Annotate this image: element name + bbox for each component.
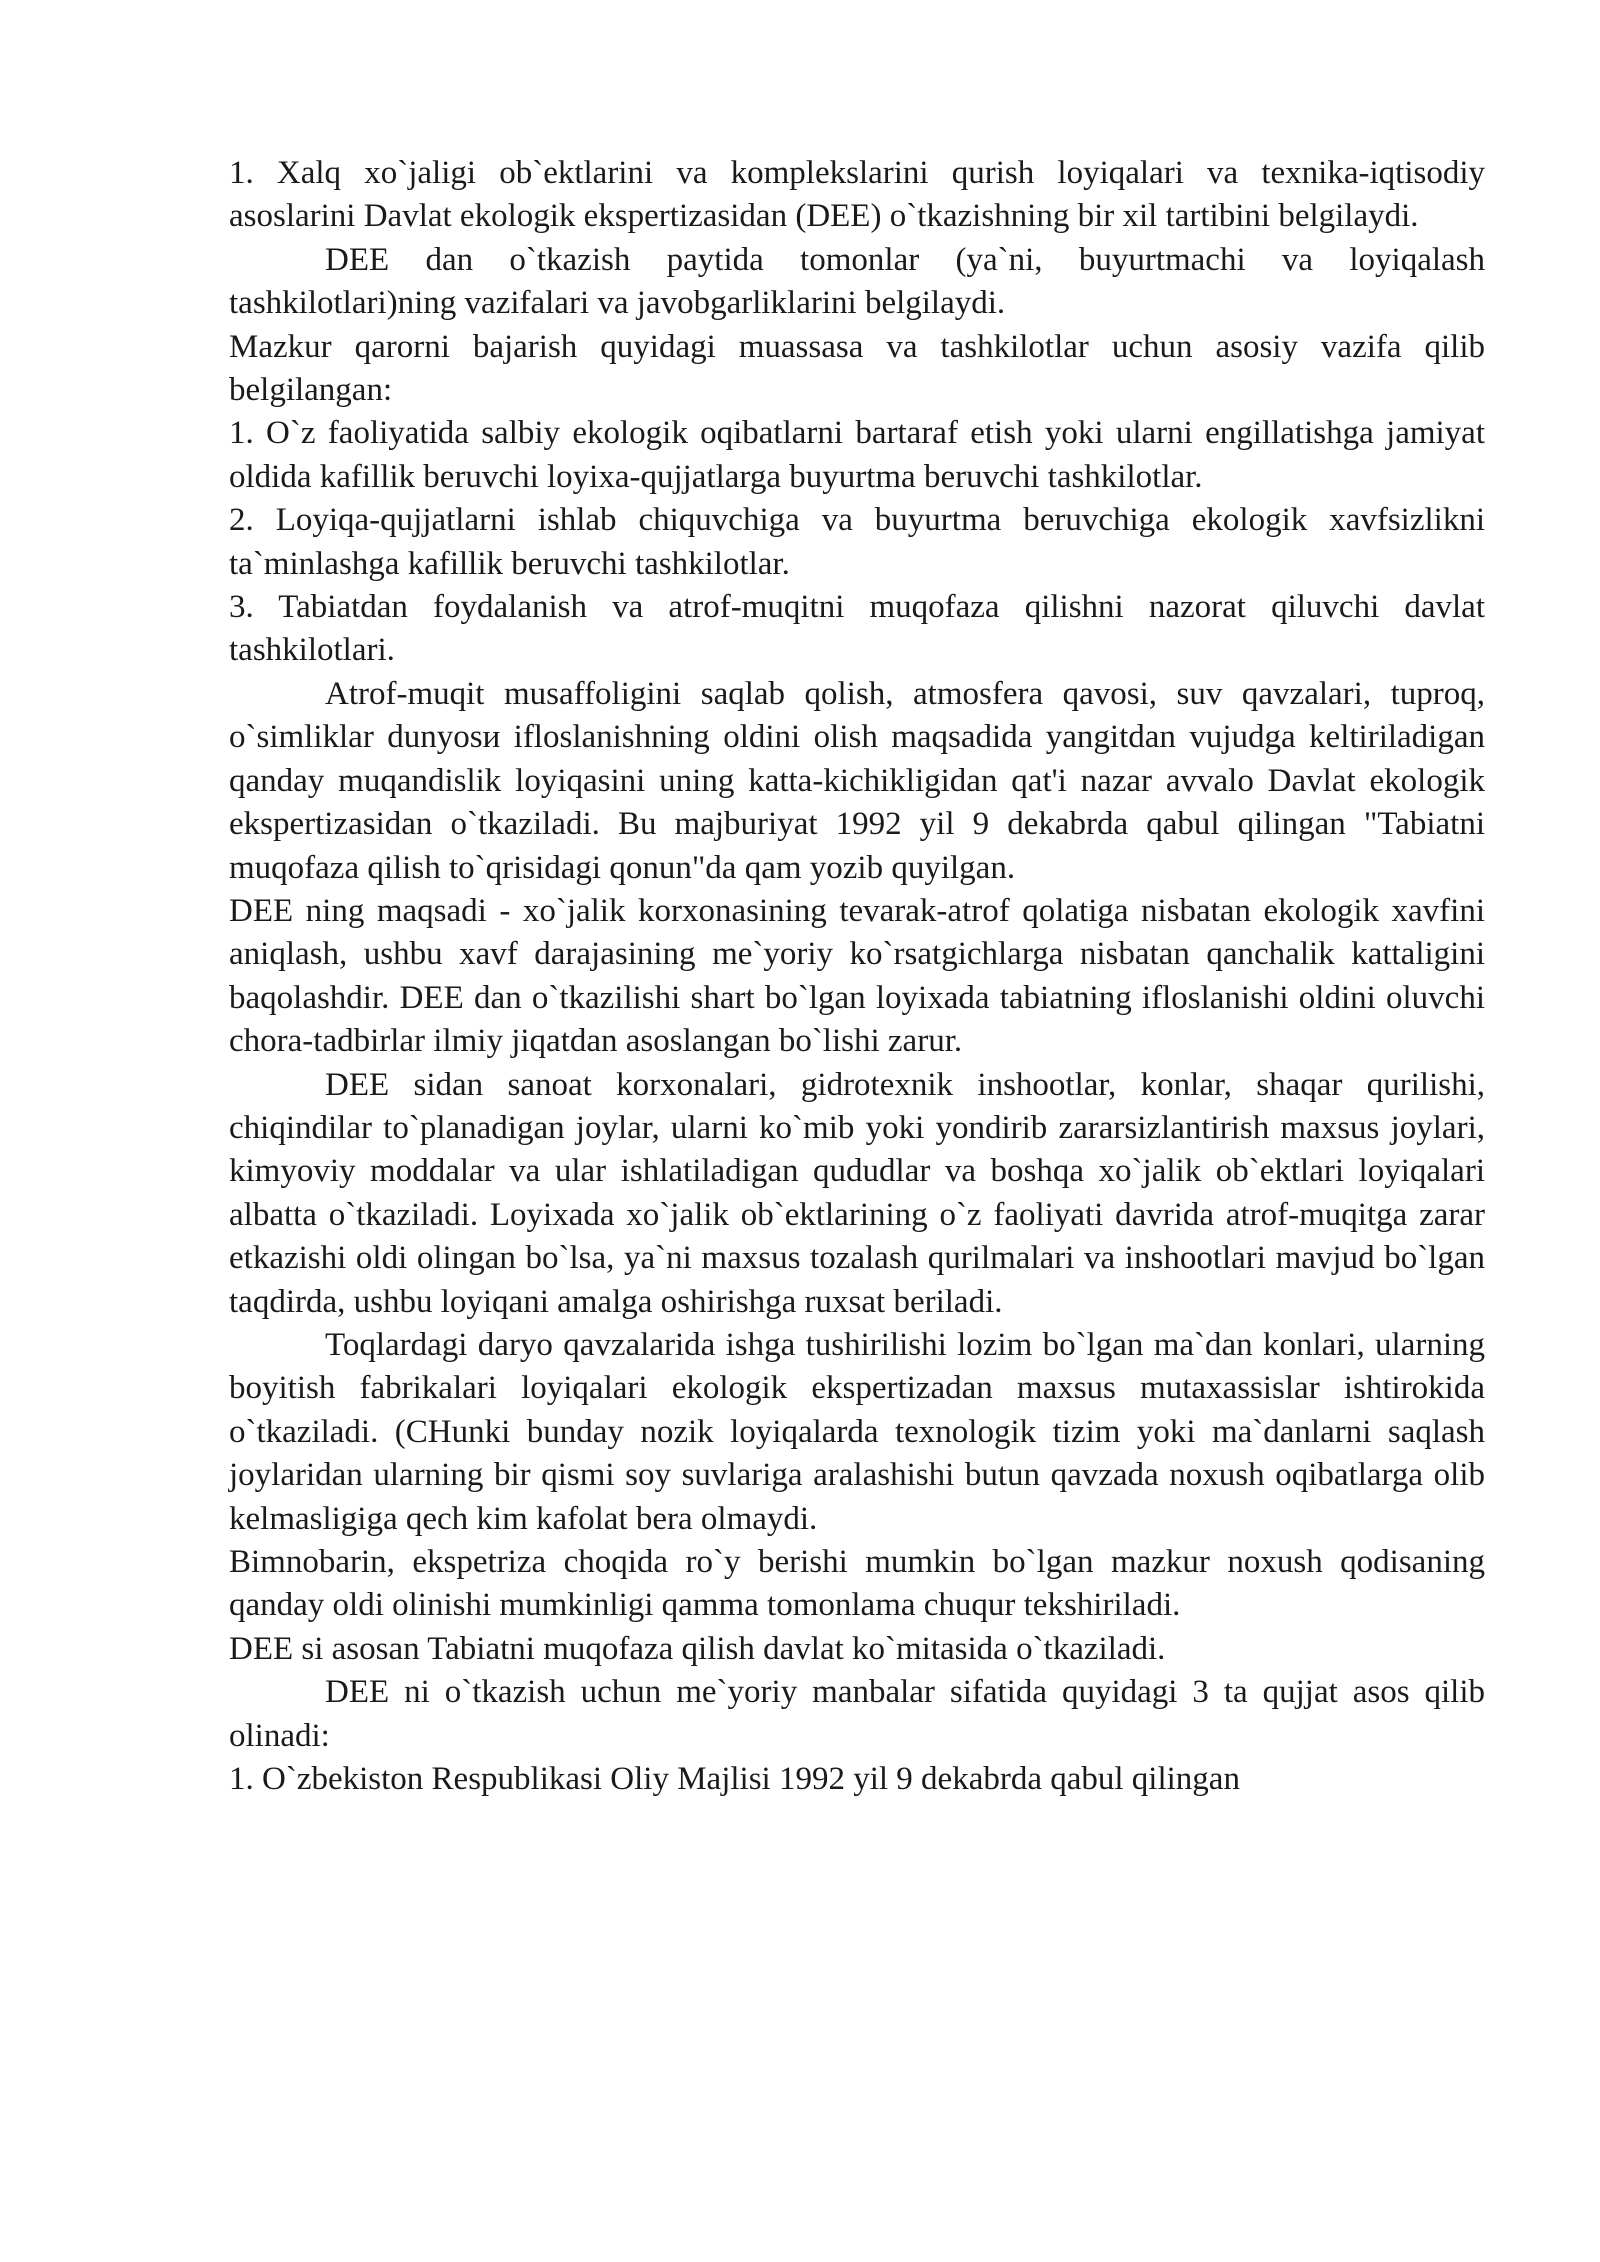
paragraph-item: DEE ni o`tkazish uchun me`yoriy manbalar sifatida quyidagi 3 ta qujjat asos qilib olinadi:: [229, 1674, 1485, 1754]
paragraph-item: DEE sidan sanoat korxonalari, gidrotexnik inshootlar, konlar, shaqar qurilishi, chiqindilar to`planadigan joylar, ularni ko`mib yoki yondirib zararsizlantirish maxsus joylari, kimyoviy moddalar va ular ishlatiladigan qududlar va boshqa xo`jalik ob`ektlari loyiqalari albatta o`tkaziladi. Loyixada xo`jalik ob`ektlarining o`z faoliyati davrida atrof-muqitga zarar etkazishi oldi olingan bo`lsa, ya`ni maxsus tozalash qurilmalari va inshootlari mavjud bo`lgan taqdirda, ushbu loyiqani amalga oshirishga ruxsat beriladi.: [229, 1066, 1485, 1320]
list-item: 3. Tabiatdan foydalanish va atrof-muqitni muqofaza qilishni nazorat qiluvchi davlat tashkilotlari.: [229, 589, 1485, 669]
list-item: 1. O`z faoliyatida salbiy ekologik oqibatlarni bartaraf etish yoki ularni engillatishga jamiyat oldida kafillik beruvchi loyixa-qujjatlarga buyurtma beruvchi tashkilotlar.: [229, 415, 1485, 495]
paragraph-item: 1. Xalq xo`jaligi ob`ektlarini va komplekslarini qurish loyiqalari va texnika-iqtisodiy asoslarini Davlat ekologik ekspertizasidan (DEE) o`tkazishning bir xil tartibini belgilaydi.: [229, 155, 1485, 235]
list-item: 2. Loyiqa-qujjatlarni ishlab chiquvchiga va buyurtma beruvchiga ekologik xavfsizlikni ta`minlashga kafillik beruvchi tashkilotlar.: [229, 502, 1485, 582]
list-item: 1. O`zbekiston Respublikasi Oliy Majlisi 1992 yil 9 dekabrda qabul qilingan: [229, 1761, 1240, 1798]
paragraph-item: Mazkur qarorni bajarish quyidagi muassasa va tashkilotlar uchun asosiy vazifa qilib belgilangan:: [229, 328, 1485, 409]
document-page: [229, 152, 1485, 1801]
paragraph-item: DEE si asosan Tabiatni muqofaza qilish davlat ko`mitasida o`tkaziladi.: [229, 1630, 1166, 1667]
paragraph-item: Bimnobarin, ekspetriza choqida ro`y berishi mumkin bo`lgan mazkur noxush qodisaning qanday oldi olinishi mumkinligi qamma tomonlama chuqur tekshiriladi.: [229, 1544, 1485, 1624]
paragraph-item: Toqlardagi daryo qavzalarida ishga tushirilishi lozim bo`lgan ma`dan konlari, ularning boyitish fabrikalari loyiqalari ekologik ekspertizadan maxsus mutaxassislar ishtirokida o`tkaziladi. (CHunki bunday nozik loyiqalarda texnologik tizim yoki ma`danlarni saqlash joylaridan ularning bir qismi soy suvlariga aralashishi butun qavzada noxush oqibatlarga olib kelmasligiga qech kim kafolat bera olmaydi.: [229, 1326, 1485, 1537]
paragraph-item: DEE ning maqsadi - xo`jalik korxonasining tevarak-atrof qolatiga nisbatan ekologik xavfini aniqlash, ushbu xavf darajasining me`yoriy ko`rsatgichlarga nisbatan qanchalik kattaligini baqolashdir. DEE dan o`tkazilishi shart bo`lgan loyixada tabiatning ifloslanishi oldini oluvchi chora-tadbirlar ilmiy jiqatdan asoslangan bo`lishi zarur.: [229, 892, 1485, 1060]
paragraph-item: Atrof-muqit musaffoligini saqlab qolish, atmosfera qavosi, suv qavzalari, tuproq, o`simliklar dunyosи ifloslanishning oldini olish maqsadida yangitdan vujudga keltiriladigan qanday muqandislik loyiqasini uning katta-kichikligidan qat'i nazar avvalo Davlat ekologik ekspertizasidan o`tkaziladi. Bu majburiyat 1992 yil 9 dekabrda qabul qilingan "Tabiatni muqofaza qilish to`qrisidagi qonun"da qam yozib quyilgan.: [229, 675, 1485, 886]
paragraph-item: DEE dan o`tkazish paytida tomonlar (ya`ni, buyurtmachi va loyiqalash tashkilotlari)ning vazifalari va javobgarliklarini belgilaydi.: [229, 241, 1485, 322]
